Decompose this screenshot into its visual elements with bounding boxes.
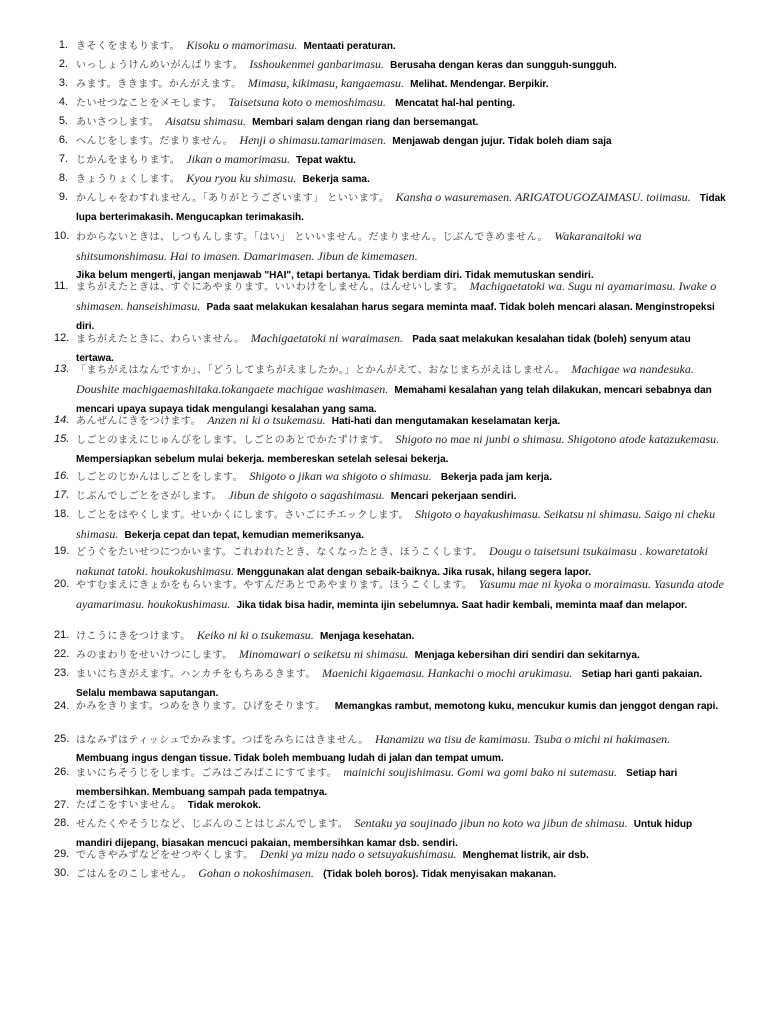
translation-text: Tepat waktu. <box>296 155 356 166</box>
kana-text: いっしょうけんめいがんばります。 <box>76 60 244 71</box>
translation-text: Jika belum mengerti, jangan menjawab "HAI", tetapi bertanya. Tidak berdiam diri. Tidak memutuskan sendiri. <box>76 270 594 281</box>
kana-text: やすむまえにきょかをもらいます。やすんだあとであやまります。ほうこくします。 <box>76 580 473 591</box>
translation-text: Memangkas rambut, memotong kuku, mencukur kumis dan jenggot dengan rapi. <box>334 701 719 712</box>
kana-text: あいさつします。 <box>76 117 160 128</box>
romaji-text: Aisatsu shimasu. <box>165 114 247 128</box>
kana-text: せんたくやそうじなど、じぶんのことはじぶんでします。 <box>76 819 349 830</box>
item-number: 15. <box>54 433 70 445</box>
translation-text: Pada saat melakukan kesalahan harus segara meminta maaf. Tidak boleh mencari alasan. Menginstropeksi diri. <box>76 302 715 332</box>
kana-text: あんぜんにきをつけます。 <box>76 416 202 427</box>
kana-text: きそくをまもります。 <box>76 41 181 52</box>
romaji-text: Dougu o taisetsuni tsukaimasu . kowaretatoki nakunat tatoki. houkokushimasu. <box>76 544 708 578</box>
romaji-text: Keiko ni ki o tsukemasu. <box>196 628 314 642</box>
romaji-text: Denki ya mizu nado o setsuyakushimasu. <box>259 847 457 861</box>
item-number: 28. <box>54 817 70 829</box>
kana-text: じぶんでしごとをさがします。 <box>76 491 223 502</box>
kana-text: しごとをはやくします。せいかくにします。さいごにチエックします。 <box>76 510 409 521</box>
translation-text: Setiap hari ganti pakaian. Selalu membawa saputangan. <box>76 669 703 699</box>
translation-text: Mempersiapkan sebelum mulai bekerja. membereskan setelah selesai bekerja. <box>76 454 449 465</box>
translation-text: Tidak merokok. <box>187 800 261 811</box>
item-number: 22. <box>54 648 70 660</box>
kana-text: みのまわりをせいけつにします。 <box>76 650 233 661</box>
kana-text: まちがえたときは、すぐにあやまります。いいわけをしません。はんせいします。 <box>76 282 464 293</box>
romaji-text: Mimasu, kikimasu, kangaemasu. <box>247 76 405 90</box>
item-number: 1. <box>58 39 68 51</box>
kana-text: でんきやみずなどをせつやくします。 <box>76 850 254 861</box>
translation-text: Mencari pekerjaan sendiri. <box>390 491 517 502</box>
romaji-text: Jibun de shigoto o sagashimasu. <box>228 488 385 502</box>
item-number: 29. <box>54 848 70 860</box>
translation-text: Tidak lupa berterimakasih. Mengucapkan terimakasih. <box>76 193 726 223</box>
romaji-text: Anzen ni ki o tsukemasu. <box>207 413 326 427</box>
item-number: 18. <box>54 508 70 520</box>
item-number: 3. <box>58 77 68 89</box>
romaji-text: Machigaetatoki ni waraimasen. <box>250 331 404 345</box>
item-number: 13. <box>54 363 70 375</box>
item-number: 24. <box>54 700 70 712</box>
translation-text: Bekerja sama. <box>302 174 370 185</box>
item-number: 9. <box>58 191 68 203</box>
romaji-text: Taisetsuna koto o memoshimasu. <box>228 95 386 109</box>
item-number: 30. <box>54 867 70 879</box>
item-number: 5. <box>58 115 68 127</box>
kana-text: たいせつなことをメモします。 <box>76 98 223 109</box>
item-number: 21. <box>54 629 70 641</box>
kana-text: たばこをすいません。 <box>76 800 182 811</box>
translation-text: Mencatat hal-hal penting. <box>395 98 516 109</box>
kana-text: けこうにきをつけます。 <box>76 631 191 642</box>
kana-text: じかんをまもります。 <box>76 155 181 166</box>
translation-text: Bekerja cepat dan tepat, kemudian memeriksanya. <box>124 530 365 541</box>
kana-text: はなみずはティッシュでかみます。つばをみちにはきません。 <box>76 735 369 746</box>
translation-text: Menjaga kebersihan diri sendiri dan sekitarnya. <box>414 650 640 661</box>
translation-text: Membari salam dengan riang dan bersemangat. <box>252 117 479 128</box>
translation-text: (Tidak boleh boros). Tidak menyisakan makanan. <box>323 869 557 880</box>
translation-text: Menghemat listrik, air dsb. <box>462 850 589 861</box>
item-number: 27. <box>54 799 70 811</box>
romaji-text: Hanamizu wa tisu de kamimasu. Tsuba o michi ni hakimasen. <box>374 732 671 746</box>
translation-text: Jika tidak bisa hadir, meminta ijin sebelumnya. Saat hadir kembali, meminta maaf dan melapor. <box>236 600 688 611</box>
item-number: 8. <box>58 172 68 184</box>
item-number: 16. <box>54 470 70 482</box>
item-number: 6. <box>58 134 68 146</box>
romaji-text: Kyou ryou ku shimasu. <box>186 171 297 185</box>
item-number: 17. <box>54 489 70 501</box>
item-number: 10. <box>54 230 70 242</box>
romaji-text: mainichi soujishimasu. Gomi wa gomi bako ni sutemasu. <box>343 765 617 779</box>
item-number: 7. <box>58 153 68 165</box>
translation-text: Berusaha dengan keras dan sungguh-sungguh. <box>390 60 617 71</box>
translation-text: Melihat. Mendengar. Berpikir. <box>410 79 549 90</box>
romaji-text: Kansha o wasuremasen. ARIGATOUGOZAIMASU. toiimasu. <box>395 190 691 204</box>
kana-text: まいにちそうじをします。ごみはごみばこにすてます。 <box>76 768 338 779</box>
item-number: 23. <box>54 667 70 679</box>
translation-text: Pada saat melakukan kesalahan tidak (boleh) senyum atau tertawa. <box>76 334 691 364</box>
item-number: 4. <box>58 96 68 108</box>
kana-text: まいにちきがえます。ハンカチをもちあるきます。 <box>76 669 316 680</box>
kana-text: かみをきります。つめをきります。ひげをそります。 <box>76 701 326 712</box>
item-number: 19. <box>54 545 70 557</box>
romaji-text: Yasumu mae ni kyoka o moraimasu. Yasunda atode ayamarimasu. houkokushimasu. <box>76 577 724 611</box>
translation-text: Setiap hari membersihkan. Membuang sampah pada tempatnya. <box>76 768 678 798</box>
romaji-text: Shigoto o jikan wa shigoto o shimasu. <box>249 469 432 483</box>
translation-text: Menjawab dengan jujur. Tidak boleh diam saja <box>392 136 612 147</box>
item-number: 26. <box>54 766 70 778</box>
translation-text: Untuk hidup mandiri dijepang, biasakan mencuci pakaian, membersihkan kamar dsb. sendiri. <box>76 819 693 849</box>
translation-text: Hati-hati dan mengutamakan keselamatan kerja. <box>331 416 561 427</box>
kana-text: わからないときは、しつもんします。「はい」 といいません。だまりません。じぶんできめません。 <box>76 232 549 243</box>
romaji-text: Shigoto o hayakushimasu. Seikatsu ni shimasu. Saigo ni cheku shimasu. <box>76 507 716 541</box>
translation-text: Menggunakan alat dengan sebaik-baiknya. Jika rusak, hilang segera lapor. <box>237 567 592 578</box>
kana-text: きょうりょくします。 <box>76 174 181 185</box>
kana-text: へんじをします。だまりません。 <box>76 136 234 147</box>
kana-text: かんしゃをわすれません。「ありがとうございます」 といいます。 <box>76 193 390 204</box>
item-number: 25. <box>54 733 70 745</box>
kana-text: しごとのまえにじゅんびをします。しごとのあとでかたずけます。 <box>76 435 390 446</box>
romaji-text: Maenichi kigaemasu. Hankachi o mochi arukimasu. <box>322 666 573 680</box>
item-number: 14. <box>54 414 70 426</box>
kana-text: しごとのじかんはしごとをします。 <box>76 472 244 483</box>
item-number: 20. <box>54 578 70 590</box>
romaji-text: Gohan o nokoshimasen. <box>198 866 314 880</box>
romaji-text: Isshoukenmei ganbarimasu. <box>249 57 384 71</box>
translation-text: Menjaga kesehatan. <box>319 631 415 642</box>
kana-text: どうぐをたいせつにつかいます。これわれたとき、なくなったとき、ほうこくします。 <box>76 547 483 558</box>
romaji-text: Henji o shimasu.tamarimasen. <box>239 133 387 147</box>
translation-text: Bekerja pada jam kerja. <box>440 472 553 483</box>
romaji-text: Wakaranaitoki wa shitsumonshimasu. Hai to imasen. Damarimasen. Jibun de kimemasen. <box>76 229 642 263</box>
romaji-text: Machigaetatoki wa. Sugu ni ayamarimasu. Iwake o shimasen. hanseishimasu. <box>76 279 717 313</box>
item-number: 2. <box>58 58 68 70</box>
romaji-text: Kisoku o mamorimasu. <box>186 38 298 52</box>
romaji-text: Sentaku ya soujinado jibun no koto wa jibun de shimasu. <box>354 816 628 830</box>
translation-text: Mentaati peraturan. <box>303 41 396 52</box>
kana-text: まちがえたときに、わらいません。 <box>76 334 245 345</box>
item-number: 11. <box>54 280 69 292</box>
translation-text: Membuang ingus dengan tissue. Tidak boleh membuang ludah di jalan dan tempat umum. <box>76 753 504 764</box>
romaji-text: Jikan o mamorimasu. <box>186 152 290 166</box>
translation-text: Memahami kesalahan yang telah dilakukan, mencari sebabnya dan mencari upaya supaya tidak mengulangi kesalahan yang sama. <box>76 385 712 415</box>
romaji-text: Shigoto no mae ni junbi o shimasu. Shigotono atode katazukemasu. <box>395 432 720 446</box>
romaji-text: Machigae wa nandesuka. Doushite machigaemashitaka.tokangaete machigae washimasen. <box>76 362 694 396</box>
romaji-text: Minomawari o seiketsu ni shimasu. <box>238 647 409 661</box>
kana-text: ごはんをのこしません。 <box>76 869 193 880</box>
kana-text: 「まちがえはなんですか」、「どうしてまちがえましたか。」とかんがえて、おなじまちがえはしません。 <box>76 365 566 376</box>
item-number: 12. <box>54 332 70 344</box>
kana-text: みます。ききます。かんがえます。 <box>76 79 242 90</box>
